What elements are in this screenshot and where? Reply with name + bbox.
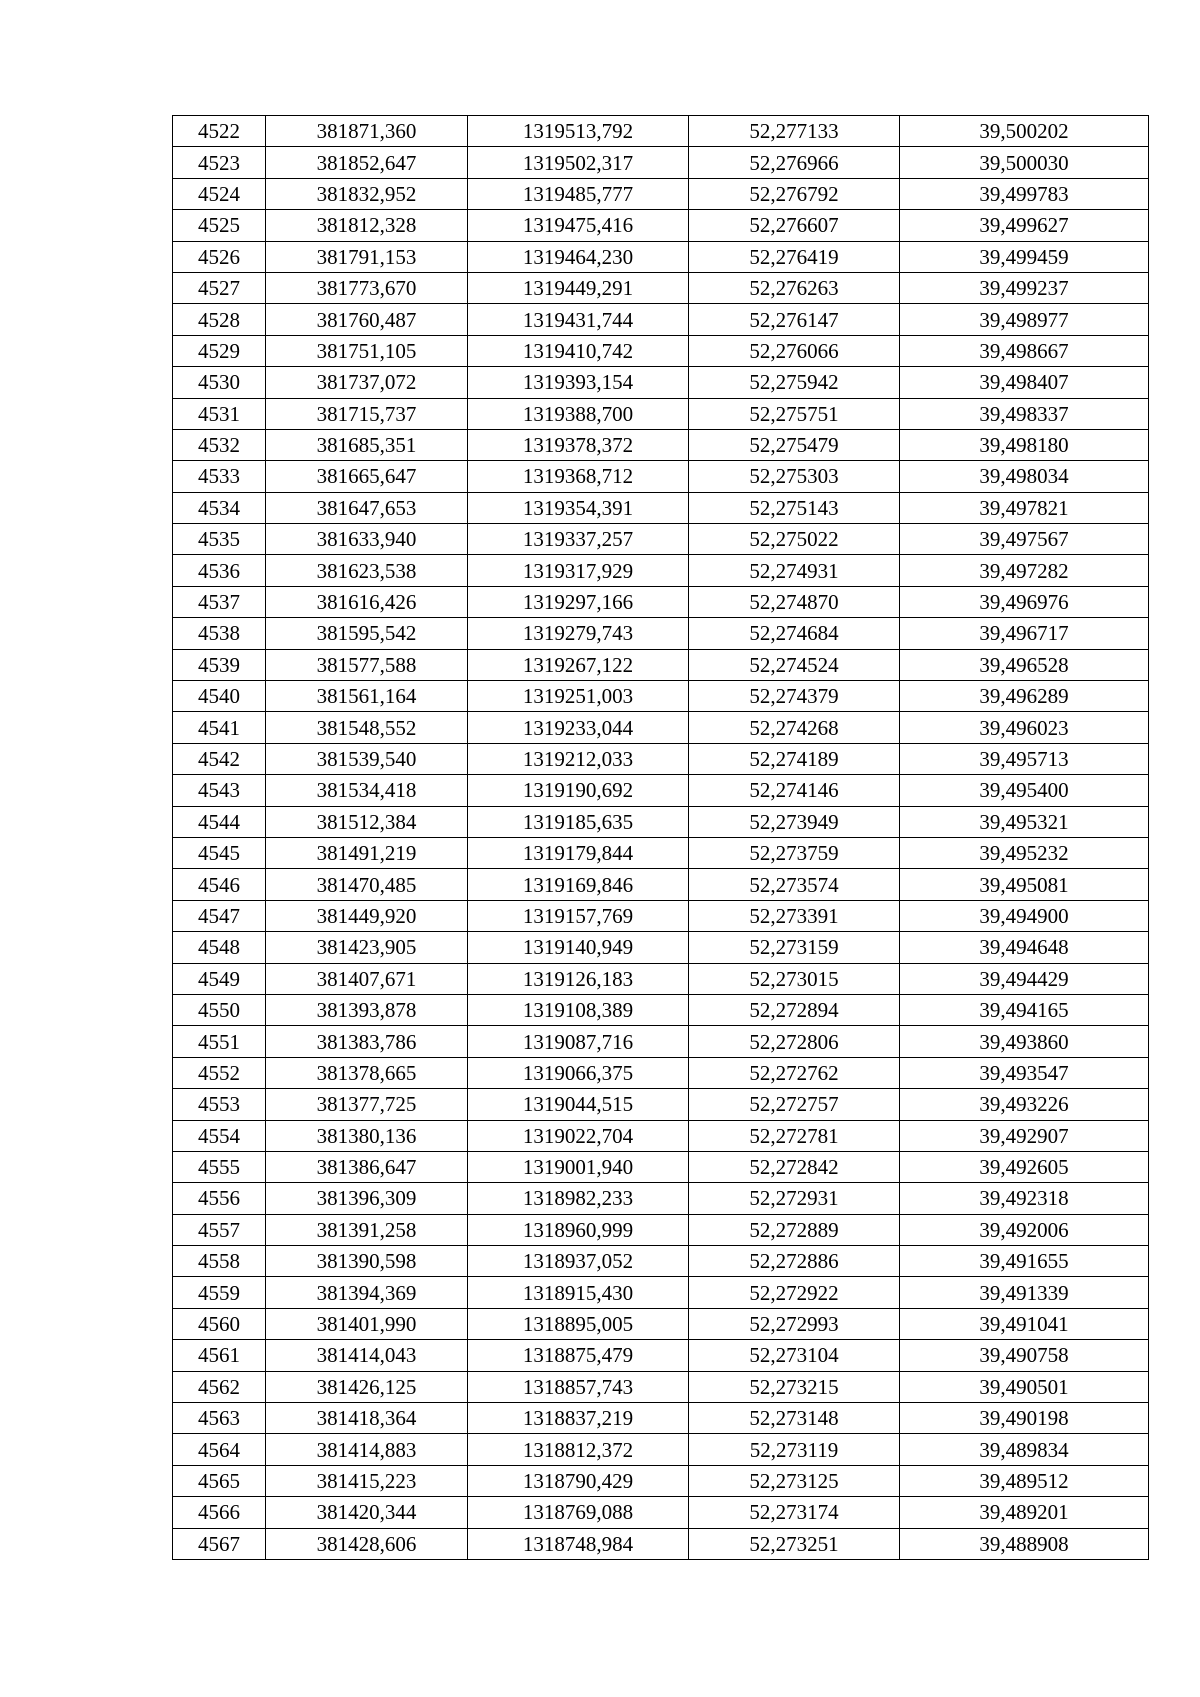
longitude-cell: 39,494165	[900, 994, 1149, 1025]
point-number-cell: 4552	[173, 1057, 266, 1088]
longitude-cell: 39,491339	[900, 1277, 1149, 1308]
x-coordinate-cell: 381449,920	[266, 900, 468, 931]
point-number-cell: 4541	[173, 712, 266, 743]
point-number-cell: 4522	[173, 116, 266, 147]
point-number-cell: 4551	[173, 1026, 266, 1057]
table-row	[173, 367, 1149, 398]
longitude-cell: 39,489834	[900, 1434, 1149, 1465]
longitude-cell: 39,499627	[900, 210, 1149, 241]
y-coordinate-cell: 1319001,940	[468, 1151, 689, 1182]
longitude-cell: 39,498667	[900, 335, 1149, 366]
longitude-cell: 39,495713	[900, 743, 1149, 774]
latitude-cell: 52,273119	[689, 1434, 900, 1465]
y-coordinate-cell: 1319431,744	[468, 304, 689, 335]
point-number-cell: 4536	[173, 555, 266, 586]
y-coordinate-cell: 1319393,154	[468, 367, 689, 398]
table-row	[173, 461, 1149, 492]
latitude-cell: 52,272781	[689, 1120, 900, 1151]
latitude-cell: 52,272757	[689, 1089, 900, 1120]
x-coordinate-cell: 381715,737	[266, 398, 468, 429]
x-coordinate-cell: 381616,426	[266, 586, 468, 617]
table-row	[173, 994, 1149, 1025]
point-number-cell: 4543	[173, 775, 266, 806]
x-coordinate-cell: 381396,309	[266, 1183, 468, 1214]
latitude-cell: 52,275751	[689, 398, 900, 429]
table-row	[173, 681, 1149, 712]
x-coordinate-cell: 381391,258	[266, 1214, 468, 1245]
longitude-cell: 39,491041	[900, 1308, 1149, 1339]
longitude-cell: 39,494429	[900, 963, 1149, 994]
y-coordinate-cell: 1318982,233	[468, 1183, 689, 1214]
latitude-cell: 52,273215	[689, 1371, 900, 1402]
point-number-cell: 4564	[173, 1434, 266, 1465]
y-coordinate-cell: 1319464,230	[468, 241, 689, 272]
point-number-cell: 4531	[173, 398, 266, 429]
latitude-cell: 52,276066	[689, 335, 900, 366]
y-coordinate-cell: 1319354,391	[468, 492, 689, 523]
y-coordinate-cell: 1319066,375	[468, 1057, 689, 1088]
point-number-cell: 4550	[173, 994, 266, 1025]
x-coordinate-cell: 381539,540	[266, 743, 468, 774]
point-number-cell: 4563	[173, 1403, 266, 1434]
longitude-cell: 39,500202	[900, 116, 1149, 147]
table-row	[173, 1371, 1149, 1402]
longitude-cell: 39,495232	[900, 837, 1149, 868]
y-coordinate-cell: 1318812,372	[468, 1434, 689, 1465]
longitude-cell: 39,499237	[900, 272, 1149, 303]
point-number-cell: 4537	[173, 586, 266, 617]
table-row	[173, 586, 1149, 617]
longitude-cell: 39,498407	[900, 367, 1149, 398]
y-coordinate-cell: 1319044,515	[468, 1089, 689, 1120]
y-coordinate-cell: 1319279,743	[468, 618, 689, 649]
y-coordinate-cell: 1319337,257	[468, 524, 689, 555]
x-coordinate-cell: 381428,606	[266, 1528, 468, 1559]
y-coordinate-cell: 1319513,792	[468, 116, 689, 147]
y-coordinate-cell: 1318937,052	[468, 1246, 689, 1277]
table-row	[173, 1026, 1149, 1057]
y-coordinate-cell: 1319485,777	[468, 178, 689, 209]
latitude-cell: 52,273949	[689, 806, 900, 837]
latitude-cell: 52,274268	[689, 712, 900, 743]
latitude-cell: 52,273174	[689, 1497, 900, 1528]
table-row	[173, 116, 1149, 147]
y-coordinate-cell: 1319185,635	[468, 806, 689, 837]
table-row	[173, 900, 1149, 931]
y-coordinate-cell: 1319378,372	[468, 429, 689, 460]
point-number-cell: 4562	[173, 1371, 266, 1402]
longitude-cell: 39,493226	[900, 1089, 1149, 1120]
y-coordinate-cell: 1319140,949	[468, 932, 689, 963]
coordinates-table-body	[173, 116, 1149, 1560]
point-number-cell: 4529	[173, 335, 266, 366]
longitude-cell: 39,492318	[900, 1183, 1149, 1214]
table-row	[173, 398, 1149, 429]
longitude-cell: 39,496023	[900, 712, 1149, 743]
longitude-cell: 39,495081	[900, 869, 1149, 900]
latitude-cell: 52,273125	[689, 1465, 900, 1496]
latitude-cell: 52,274931	[689, 555, 900, 586]
y-coordinate-cell: 1319388,700	[468, 398, 689, 429]
longitude-cell: 39,496528	[900, 649, 1149, 680]
table-row	[173, 618, 1149, 649]
point-number-cell: 4556	[173, 1183, 266, 1214]
y-coordinate-cell: 1319108,389	[468, 994, 689, 1025]
x-coordinate-cell: 381414,043	[266, 1340, 468, 1371]
longitude-cell: 39,497282	[900, 555, 1149, 586]
point-number-cell: 4558	[173, 1246, 266, 1277]
x-coordinate-cell: 381378,665	[266, 1057, 468, 1088]
table-row	[173, 649, 1149, 680]
table-row	[173, 304, 1149, 335]
table-row	[173, 1434, 1149, 1465]
x-coordinate-cell: 381426,125	[266, 1371, 468, 1402]
table-row	[173, 1214, 1149, 1245]
latitude-cell: 52,277133	[689, 116, 900, 147]
latitude-cell: 52,272922	[689, 1277, 900, 1308]
longitude-cell: 39,493547	[900, 1057, 1149, 1088]
table-row	[173, 837, 1149, 868]
longitude-cell: 39,492006	[900, 1214, 1149, 1245]
table-row	[173, 555, 1149, 586]
latitude-cell: 52,275479	[689, 429, 900, 460]
latitude-cell: 52,274684	[689, 618, 900, 649]
x-coordinate-cell: 381852,647	[266, 147, 468, 178]
longitude-cell: 39,498977	[900, 304, 1149, 335]
longitude-cell: 39,492605	[900, 1151, 1149, 1182]
latitude-cell: 52,272894	[689, 994, 900, 1025]
latitude-cell: 52,273391	[689, 900, 900, 931]
x-coordinate-cell: 381407,671	[266, 963, 468, 994]
longitude-cell: 39,490198	[900, 1403, 1149, 1434]
point-number-cell: 4557	[173, 1214, 266, 1245]
y-coordinate-cell: 1319087,716	[468, 1026, 689, 1057]
y-coordinate-cell: 1318769,088	[468, 1497, 689, 1528]
point-number-cell: 4542	[173, 743, 266, 774]
y-coordinate-cell: 1319179,844	[468, 837, 689, 868]
longitude-cell: 39,496289	[900, 681, 1149, 712]
point-number-cell: 4525	[173, 210, 266, 241]
point-number-cell: 4524	[173, 178, 266, 209]
latitude-cell: 52,272993	[689, 1308, 900, 1339]
point-number-cell: 4530	[173, 367, 266, 398]
point-number-cell: 4535	[173, 524, 266, 555]
table-row	[173, 1089, 1149, 1120]
longitude-cell: 39,492907	[900, 1120, 1149, 1151]
longitude-cell: 39,496976	[900, 586, 1149, 617]
point-number-cell: 4528	[173, 304, 266, 335]
latitude-cell: 52,276263	[689, 272, 900, 303]
y-coordinate-cell: 1318960,999	[468, 1214, 689, 1245]
x-coordinate-cell: 381380,136	[266, 1120, 468, 1151]
y-coordinate-cell: 1318748,984	[468, 1528, 689, 1559]
table-row	[173, 272, 1149, 303]
y-coordinate-cell: 1319251,003	[468, 681, 689, 712]
longitude-cell: 39,498180	[900, 429, 1149, 460]
table-row	[173, 932, 1149, 963]
latitude-cell: 52,275942	[689, 367, 900, 398]
longitude-cell: 39,500030	[900, 147, 1149, 178]
latitude-cell: 52,274379	[689, 681, 900, 712]
y-coordinate-cell: 1319410,742	[468, 335, 689, 366]
latitude-cell: 52,272806	[689, 1026, 900, 1057]
y-coordinate-cell: 1319449,291	[468, 272, 689, 303]
point-number-cell: 4532	[173, 429, 266, 460]
point-number-cell: 4561	[173, 1340, 266, 1371]
latitude-cell: 52,273015	[689, 963, 900, 994]
x-coordinate-cell: 381812,328	[266, 210, 468, 241]
y-coordinate-cell: 1319317,929	[468, 555, 689, 586]
latitude-cell: 52,276966	[689, 147, 900, 178]
x-coordinate-cell: 381491,219	[266, 837, 468, 868]
x-coordinate-cell: 381665,647	[266, 461, 468, 492]
longitude-cell: 39,498034	[900, 461, 1149, 492]
x-coordinate-cell: 381623,538	[266, 555, 468, 586]
latitude-cell: 52,272889	[689, 1214, 900, 1245]
x-coordinate-cell: 381420,344	[266, 1497, 468, 1528]
y-coordinate-cell: 1318875,479	[468, 1340, 689, 1371]
y-coordinate-cell: 1319212,033	[468, 743, 689, 774]
point-number-cell: 4560	[173, 1308, 266, 1339]
point-number-cell: 4544	[173, 806, 266, 837]
y-coordinate-cell: 1319190,692	[468, 775, 689, 806]
latitude-cell: 52,273251	[689, 1528, 900, 1559]
y-coordinate-cell: 1318790,429	[468, 1465, 689, 1496]
longitude-cell: 39,495400	[900, 775, 1149, 806]
x-coordinate-cell: 381561,164	[266, 681, 468, 712]
longitude-cell: 39,499783	[900, 178, 1149, 209]
table-row	[173, 1497, 1149, 1528]
table-row	[173, 1528, 1149, 1559]
x-coordinate-cell: 381791,153	[266, 241, 468, 272]
latitude-cell: 52,276419	[689, 241, 900, 272]
point-number-cell: 4523	[173, 147, 266, 178]
longitude-cell: 39,498337	[900, 398, 1149, 429]
y-coordinate-cell: 1319022,704	[468, 1120, 689, 1151]
latitude-cell: 52,276607	[689, 210, 900, 241]
table-row	[173, 1308, 1149, 1339]
point-number-cell: 4565	[173, 1465, 266, 1496]
x-coordinate-cell: 381418,364	[266, 1403, 468, 1434]
latitude-cell: 52,274189	[689, 743, 900, 774]
x-coordinate-cell: 381383,786	[266, 1026, 468, 1057]
table-row	[173, 524, 1149, 555]
x-coordinate-cell: 381423,905	[266, 932, 468, 963]
x-coordinate-cell: 381685,351	[266, 429, 468, 460]
x-coordinate-cell: 381832,952	[266, 178, 468, 209]
point-number-cell: 4554	[173, 1120, 266, 1151]
table-row	[173, 1403, 1149, 1434]
table-row	[173, 1340, 1149, 1371]
latitude-cell: 52,275303	[689, 461, 900, 492]
y-coordinate-cell: 1319502,317	[468, 147, 689, 178]
x-coordinate-cell: 381751,105	[266, 335, 468, 366]
point-number-cell: 4567	[173, 1528, 266, 1559]
longitude-cell: 39,497821	[900, 492, 1149, 523]
table-row	[173, 429, 1149, 460]
longitude-cell: 39,495321	[900, 806, 1149, 837]
latitude-cell: 52,276792	[689, 178, 900, 209]
x-coordinate-cell: 381390,598	[266, 1246, 468, 1277]
table-row	[173, 1120, 1149, 1151]
x-coordinate-cell: 381871,360	[266, 116, 468, 147]
x-coordinate-cell: 381393,878	[266, 994, 468, 1025]
table-row	[173, 1183, 1149, 1214]
y-coordinate-cell: 1319368,712	[468, 461, 689, 492]
point-number-cell: 4545	[173, 837, 266, 868]
point-number-cell: 4553	[173, 1089, 266, 1120]
x-coordinate-cell: 381386,647	[266, 1151, 468, 1182]
point-number-cell: 4539	[173, 649, 266, 680]
latitude-cell: 52,274146	[689, 775, 900, 806]
point-number-cell: 4540	[173, 681, 266, 712]
x-coordinate-cell: 381470,485	[266, 869, 468, 900]
latitude-cell: 52,274870	[689, 586, 900, 617]
longitude-cell: 39,494648	[900, 932, 1149, 963]
table-row	[173, 1277, 1149, 1308]
table-row	[173, 963, 1149, 994]
x-coordinate-cell: 381512,384	[266, 806, 468, 837]
table-row	[173, 1465, 1149, 1496]
latitude-cell: 52,272762	[689, 1057, 900, 1088]
latitude-cell: 52,273148	[689, 1403, 900, 1434]
table-row	[173, 775, 1149, 806]
table-row	[173, 178, 1149, 209]
x-coordinate-cell: 381633,940	[266, 524, 468, 555]
point-number-cell: 4549	[173, 963, 266, 994]
point-number-cell: 4533	[173, 461, 266, 492]
x-coordinate-cell: 381737,072	[266, 367, 468, 398]
latitude-cell: 52,273104	[689, 1340, 900, 1371]
latitude-cell: 52,275143	[689, 492, 900, 523]
latitude-cell: 52,273159	[689, 932, 900, 963]
latitude-cell: 52,273759	[689, 837, 900, 868]
y-coordinate-cell: 1318915,430	[468, 1277, 689, 1308]
x-coordinate-cell: 381647,653	[266, 492, 468, 523]
point-number-cell: 4546	[173, 869, 266, 900]
longitude-cell: 39,490758	[900, 1340, 1149, 1371]
x-coordinate-cell: 381394,369	[266, 1277, 468, 1308]
point-number-cell: 4538	[173, 618, 266, 649]
point-number-cell: 4534	[173, 492, 266, 523]
longitude-cell: 39,499459	[900, 241, 1149, 272]
table-row	[173, 241, 1149, 272]
table-row	[173, 1057, 1149, 1088]
y-coordinate-cell: 1319126,183	[468, 963, 689, 994]
longitude-cell: 39,491655	[900, 1246, 1149, 1277]
table-row	[173, 1246, 1149, 1277]
y-coordinate-cell: 1318837,219	[468, 1403, 689, 1434]
x-coordinate-cell: 381595,542	[266, 618, 468, 649]
x-coordinate-cell: 381577,588	[266, 649, 468, 680]
latitude-cell: 52,272886	[689, 1246, 900, 1277]
y-coordinate-cell: 1318895,005	[468, 1308, 689, 1339]
table-row	[173, 1151, 1149, 1182]
y-coordinate-cell: 1318857,743	[468, 1371, 689, 1402]
x-coordinate-cell: 381760,487	[266, 304, 468, 335]
longitude-cell: 39,489512	[900, 1465, 1149, 1496]
latitude-cell: 52,274524	[689, 649, 900, 680]
longitude-cell: 39,490501	[900, 1371, 1149, 1402]
point-number-cell: 4548	[173, 932, 266, 963]
longitude-cell: 39,494900	[900, 900, 1149, 931]
point-number-cell: 4566	[173, 1497, 266, 1528]
table-row	[173, 492, 1149, 523]
point-number-cell: 4555	[173, 1151, 266, 1182]
coordinates-table	[172, 115, 1149, 1560]
table-row	[173, 147, 1149, 178]
y-coordinate-cell: 1319169,846	[468, 869, 689, 900]
y-coordinate-cell: 1319297,166	[468, 586, 689, 617]
longitude-cell: 39,493860	[900, 1026, 1149, 1057]
x-coordinate-cell: 381415,223	[266, 1465, 468, 1496]
y-coordinate-cell: 1319475,416	[468, 210, 689, 241]
x-coordinate-cell: 381414,883	[266, 1434, 468, 1465]
x-coordinate-cell: 381401,990	[266, 1308, 468, 1339]
x-coordinate-cell: 381773,670	[266, 272, 468, 303]
y-coordinate-cell: 1319157,769	[468, 900, 689, 931]
table-row	[173, 806, 1149, 837]
latitude-cell: 52,272931	[689, 1183, 900, 1214]
latitude-cell: 52,273574	[689, 869, 900, 900]
longitude-cell: 39,489201	[900, 1497, 1149, 1528]
table-row	[173, 712, 1149, 743]
y-coordinate-cell: 1319233,044	[468, 712, 689, 743]
x-coordinate-cell: 381548,552	[266, 712, 468, 743]
point-number-cell: 4526	[173, 241, 266, 272]
longitude-cell: 39,497567	[900, 524, 1149, 555]
table-row	[173, 869, 1149, 900]
x-coordinate-cell: 381534,418	[266, 775, 468, 806]
longitude-cell: 39,496717	[900, 618, 1149, 649]
latitude-cell: 52,275022	[689, 524, 900, 555]
point-number-cell: 4547	[173, 900, 266, 931]
x-coordinate-cell: 381377,725	[266, 1089, 468, 1120]
point-number-cell: 4559	[173, 1277, 266, 1308]
latitude-cell: 52,272842	[689, 1151, 900, 1182]
latitude-cell: 52,276147	[689, 304, 900, 335]
y-coordinate-cell: 1319267,122	[468, 649, 689, 680]
table-row	[173, 210, 1149, 241]
longitude-cell: 39,488908	[900, 1528, 1149, 1559]
table-row	[173, 743, 1149, 774]
table-row	[173, 335, 1149, 366]
point-number-cell: 4527	[173, 272, 266, 303]
